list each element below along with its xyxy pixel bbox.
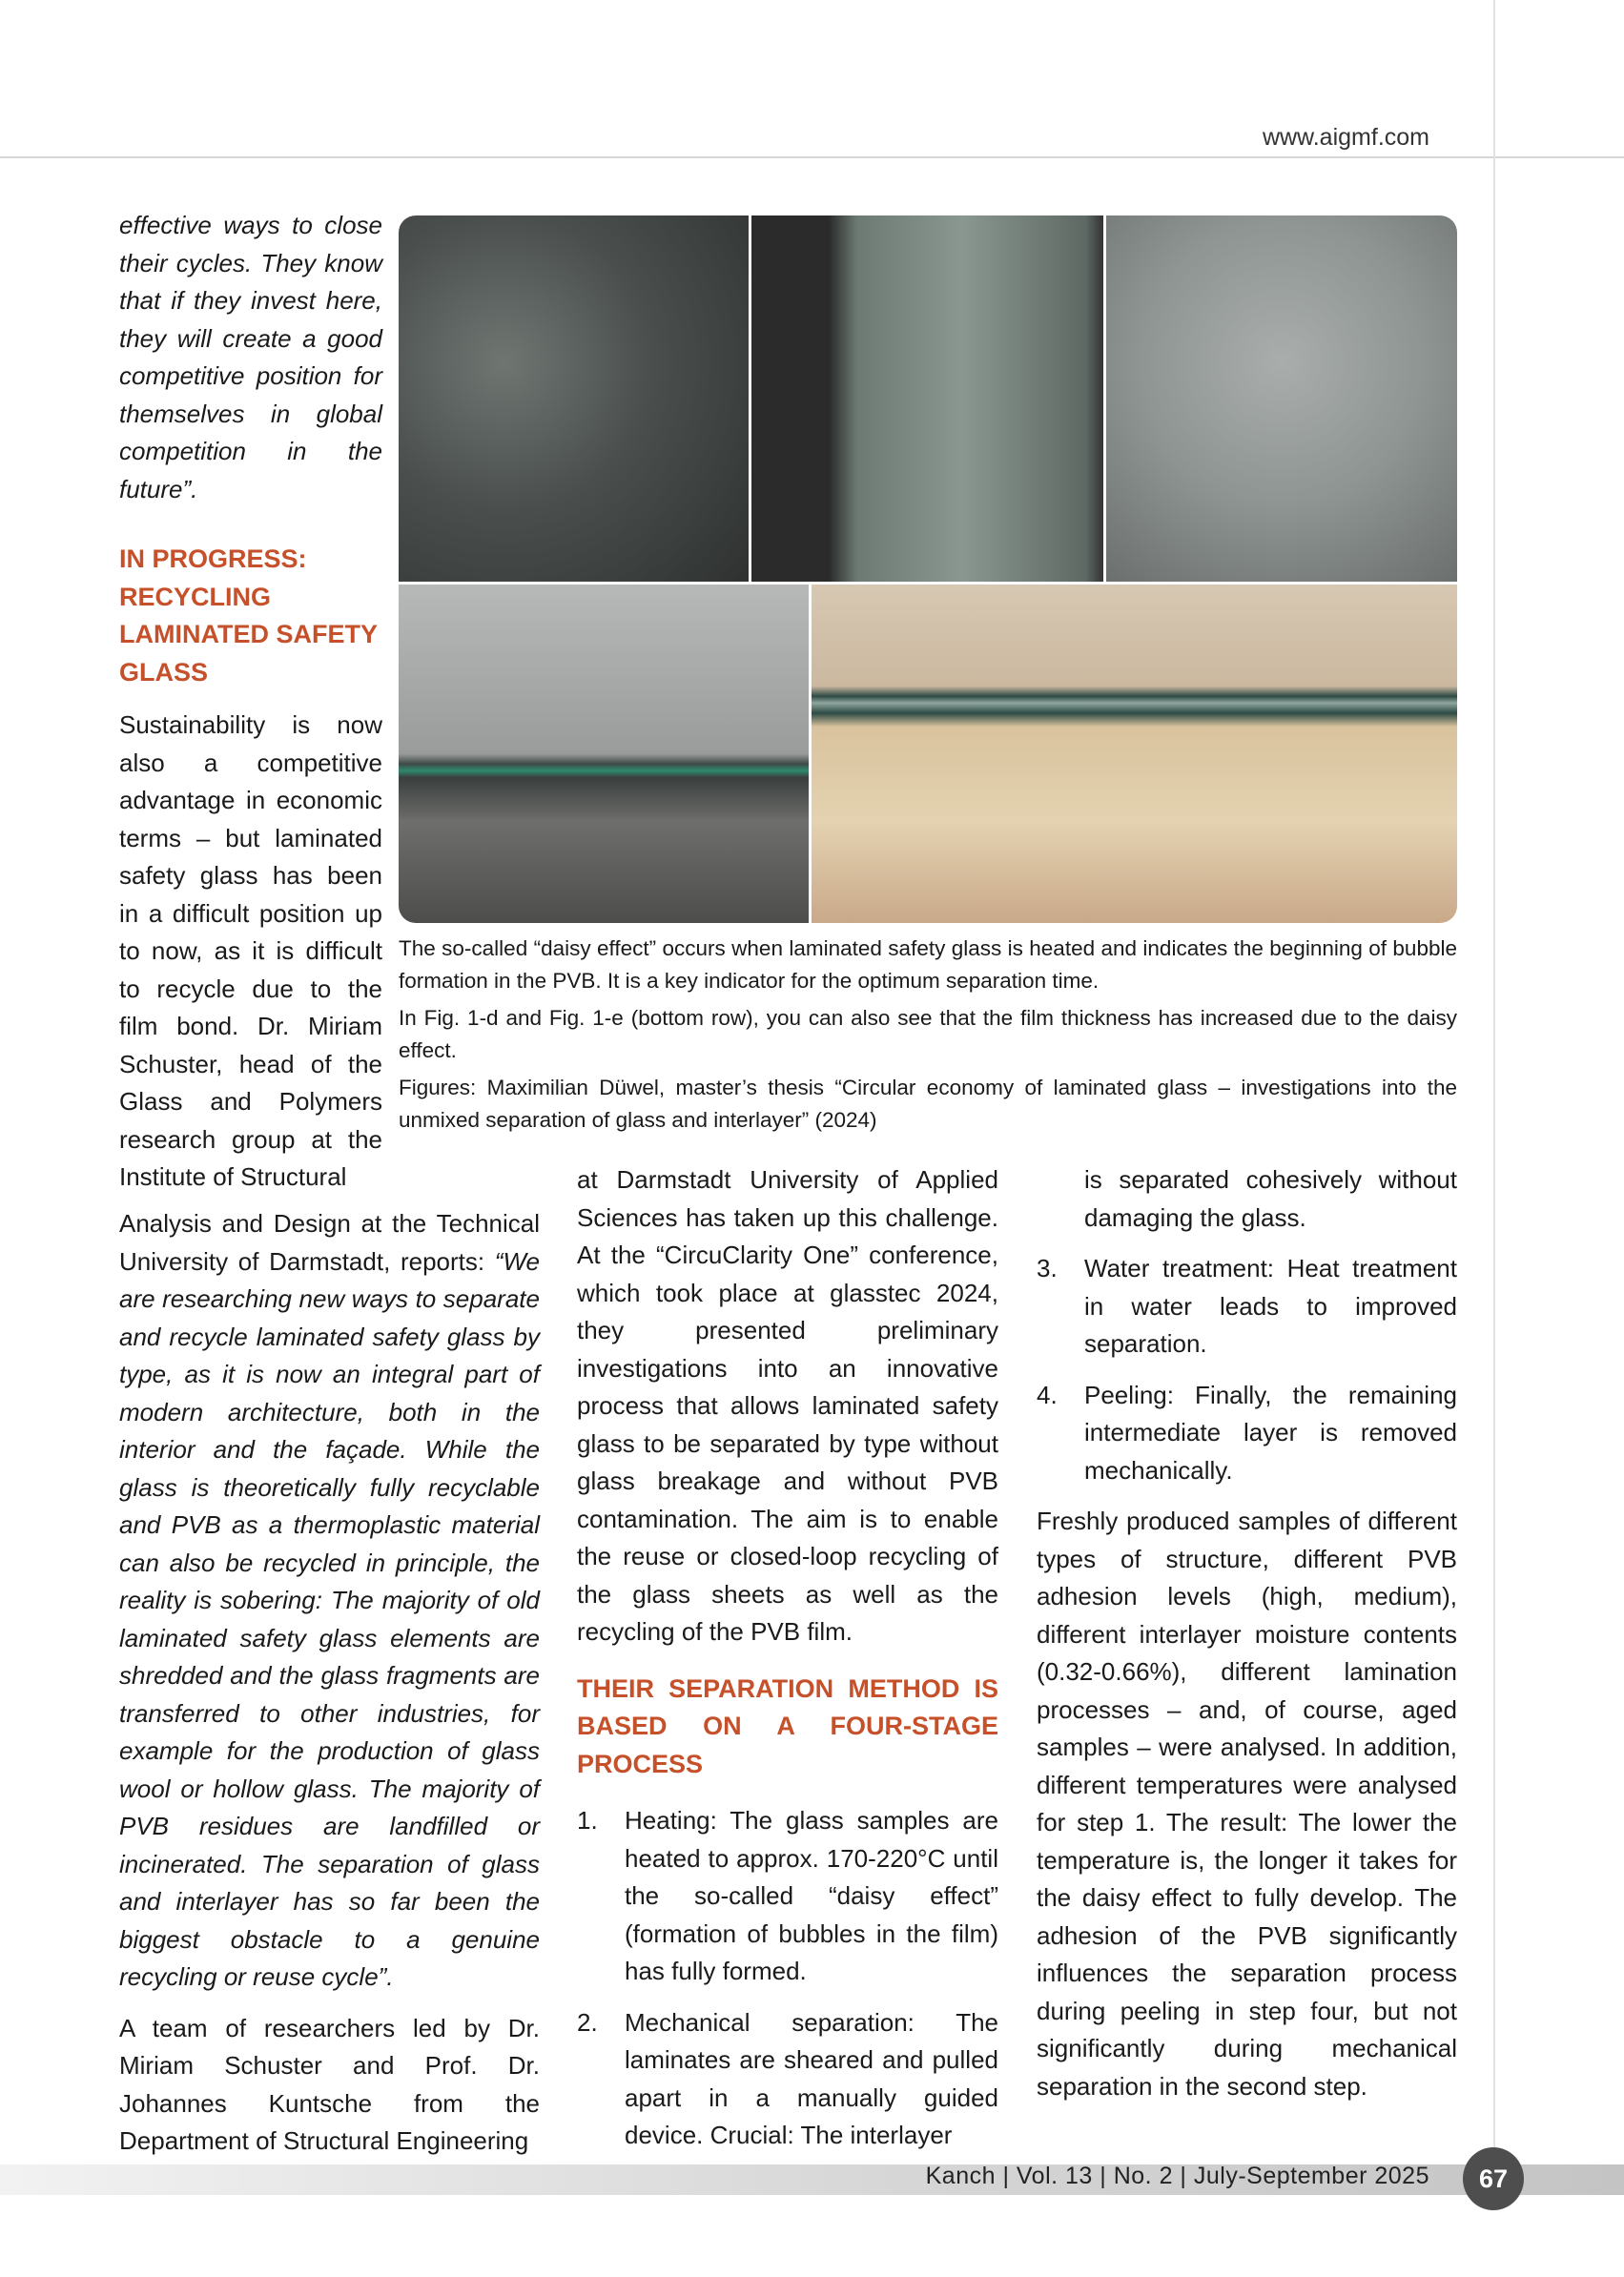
header-divider [0,156,1624,158]
challenge-paragraph: at Darmstadt University of Applied Sciences has taken up this challenge. At the “CircuClarity One” conference, which took place at glasstec 2024, they presented preliminary investigations into an innovative process that allows laminated safety glass to be separated by type without glass breakage and without PVB contamination. The aim is to enable the reuse or closed-loop recycling of the glass sheets as well as the recycling of the PVB film. [577,1165,998,1646]
column-3 [1037,1161,1457,2119]
step-item: 4. Peeling: Finally, the remaining intermediate layer is removed mechanically. [1037,1380,1457,1485]
website-url: www.aigmf.com [1262,124,1429,151]
margin-line [1493,0,1495,2150]
caption-credits: Figures: Maximilian Düwel, master’s thesis “Circular economy of laminated glass – investigations into the unmixed separation of glass and interlayer” (2024) [399,1076,1457,1132]
step-item: 2. Mechanical separation: The laminates are sheared and pulled apart in a manually guided device. Crucial: The interlayer [577,2007,998,2149]
photo-1d [399,585,809,923]
results-paragraph: Freshly produced samples of different types of structure, different PVB adhesion levels (high, medium), different interlayer moisture contents (0.32-0.66%), different lamination processes – and, of course, aged samples – were analysed. In addition, different temperatures were analysed for step 1. The result: The lower the temperature is, the longer it takes for the daisy effect to fully develop. The adhesion of the PVB significantly influences the separation process during peeling in step four, but not significantly during mechanical separation in the second step. [1037,1507,1457,2101]
caption-daisy-effect: The so-called “daisy effect” occurs when laminated safety glass is heated and indicates the beginning of bubble formation in the PVB. It is a key indicator for the optimum separation time. [399,936,1457,993]
section-heading-in-progress: IN PROGRESS: RECYCLING LAMINATED SAFETY GLASS [119,544,378,687]
section-heading-separation: THEIR SEPARATION METHOD IS BASED ON A FOUR-STAGE PROCESS [577,1673,998,1778]
photo-1e [812,585,1457,923]
steps-list [577,1802,998,2155]
issue-info: Kanch | Vol. 13 | No. 2 | July-September 2025 [925,2163,1429,2189]
page-number-badge: 67 [1463,2147,1524,2210]
research-team-paragraph: A team of researchers led by Dr. Miriam Schuster and Prof. Dr. Johannes Kuntsche from the Department of Structural Engineering [119,2013,540,2155]
photo-1a [399,215,749,582]
column-1 [119,1205,540,2174]
steps-list-continued [1037,1250,1457,1489]
step-item: 1. Heating: The glass samples are heated to approx. 170-220°C until the so-called “daisy effect” (formation of bubbles in the film) has fully formed. [577,1806,998,1985]
intro-paragraph: Sustainability is now also a competitive advantage in economic terms – but laminated safety glass has been in a difficult position up to now, as it is difficult to recycle due to the film bond. Dr. Miriam Schuster, head of the Glass and Polymers research group at the Institute of Structural [119,710,382,1191]
quote-end: effective ways to close their cycles. They know that if they invest here, they will create a good competitive position for themselves in global competition in the future”. [119,211,382,503]
figure-photo-collage [399,215,1457,923]
figure-caption [399,933,1457,1141]
photo-1c [1106,215,1457,582]
photo-1b [751,215,1103,582]
column-2 [577,1161,998,2168]
step-item: 3. Water treatment: Heat treatment in water leads to improved separation. [1037,1254,1457,1358]
caption-film-thickness: In Fig. 1-d and Fig. 1-e (bottom row), you can also see that the film thickness has increased due to the daisy effect. [399,1006,1457,1062]
schuster-quote: “We are researching new ways to separate and recycle laminated safety glass by type, as it is now an integral part of modern architecture, both in the interior and the façade. While the glass is theoretically fully recyclable and PVB as a thermoplastic material can also be recycled in principle, the reality is sobering: The majority of old laminated safety glass elements are shredded and the glass fragments are transferred to other industries, for example for the production of glass wool or hollow glass. The majority of PVB residues are landfilled or incinerated. The separation of glass and interlayer has so far been the biggest obstacle to a genuine recycling or reuse cycle”. [119,1246,540,1991]
schuster-lead: Analysis and Design at the Technical University of Darmstadt, reports: [119,1209,540,1276]
step-2-continuation: is separated cohesively without damaging the glass. [1084,1165,1457,1232]
